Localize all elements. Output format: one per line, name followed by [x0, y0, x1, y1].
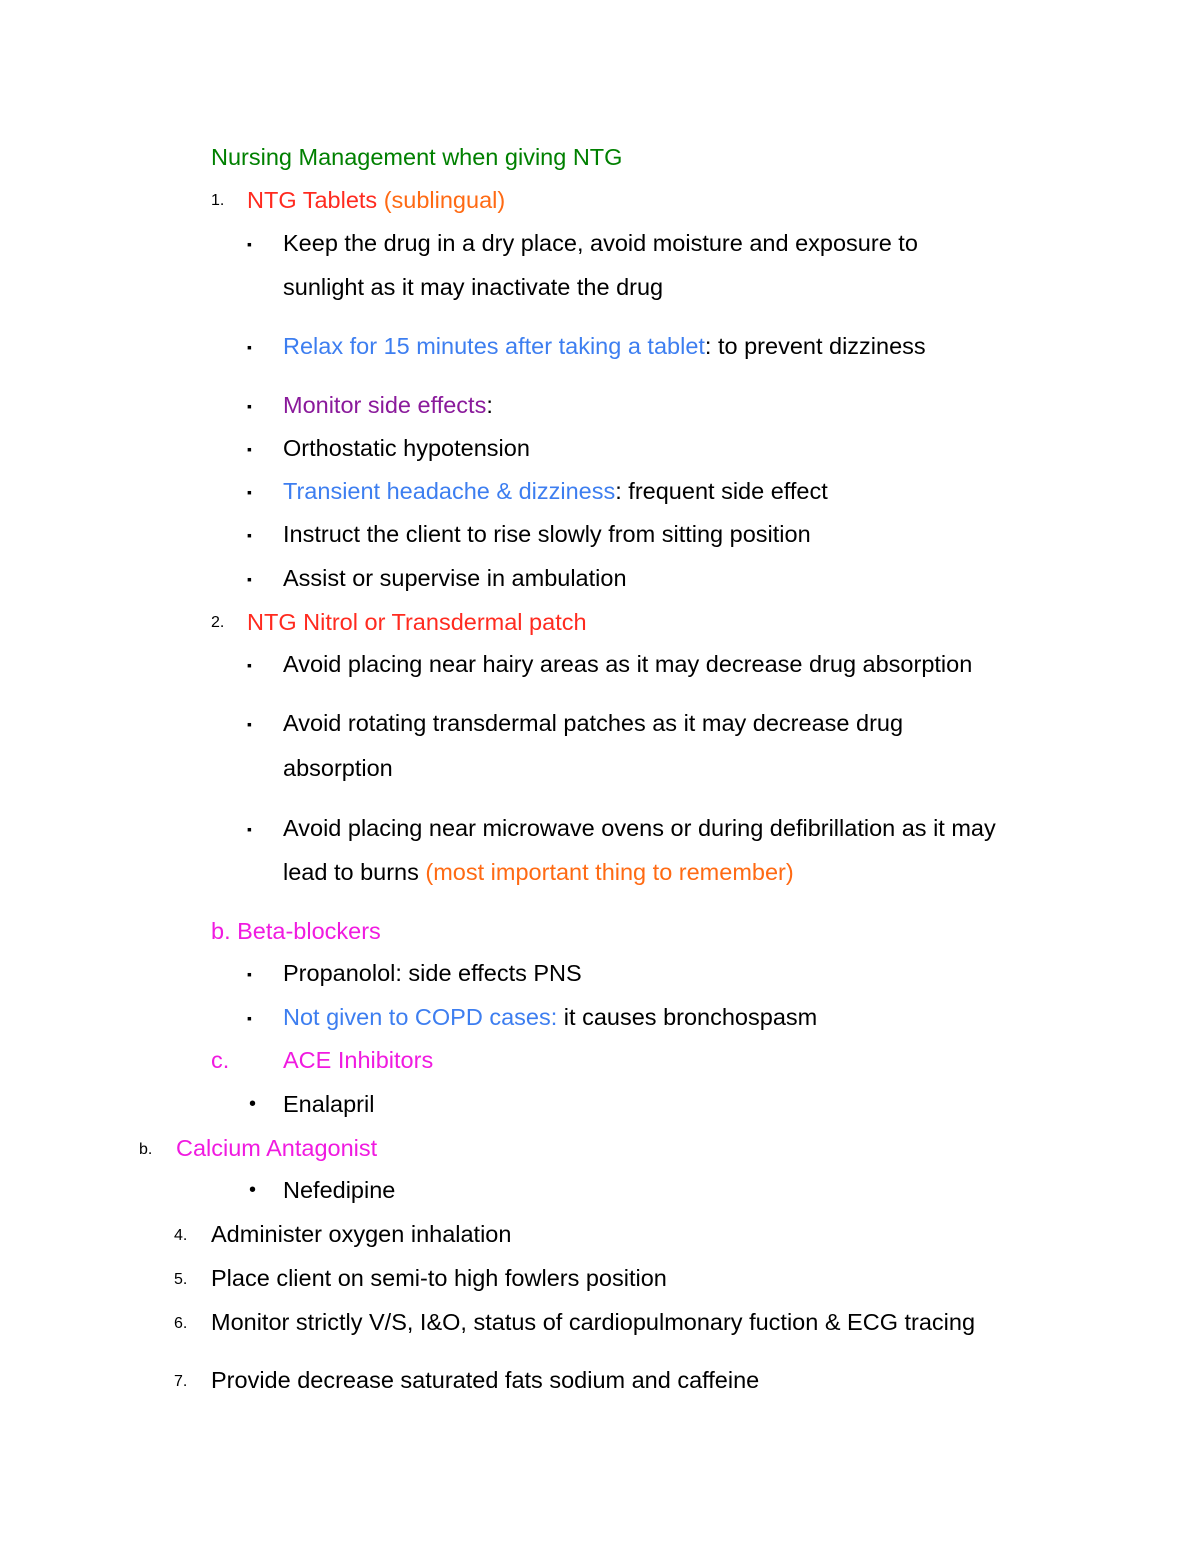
ace-marker: c. — [211, 1047, 230, 1073]
list-item — [283, 477, 828, 505]
bullet-icon: ▪ — [247, 716, 252, 732]
list-item — [283, 1003, 817, 1031]
calcium-antagonist-title: Calcium Antagonist — [176, 1135, 378, 1161]
bullet-icon: ▪ — [247, 657, 252, 673]
bullet-icon: ▪ — [247, 484, 252, 500]
bullet-icon: ▪ — [247, 398, 252, 414]
ace-inhibitors-title: ACE Inhibitors — [283, 1047, 434, 1073]
list-item: Orthostatic hypotension — [283, 435, 530, 461]
highlight-text: (most important thing to remember) — [425, 859, 794, 885]
section-1-title-suffix: (sublingual) — [383, 187, 506, 213]
bullet-icon: ▪ — [247, 236, 252, 252]
section-2-title: NTG Nitrol or Transdermal patch — [247, 609, 587, 635]
list-item: Propanolol: side effects PNS — [283, 960, 582, 986]
list-item: Avoid placing near hairy areas as it may decrease drug absorption — [283, 651, 973, 677]
list-item: Assist or supervise in ambulation — [283, 565, 627, 591]
list-item — [283, 332, 926, 360]
bullet-icon: ▪ — [247, 527, 252, 543]
list-marker-1: 1. — [211, 192, 225, 209]
bullet-icon: ▪ — [247, 966, 252, 982]
list-item-4: Administer oxygen inhalation — [211, 1221, 512, 1247]
section-1-title — [247, 186, 505, 214]
page-heading: Nursing Management when giving NTG — [211, 144, 623, 170]
item-text: : frequent side effect — [615, 478, 828, 504]
item-text: lead to burns — [283, 859, 419, 885]
highlight-text: Transient headache & dizziness — [283, 478, 616, 504]
list-item: Avoid placing near microwave ovens or during defibrillation as it may — [283, 815, 996, 841]
list-item-continuation — [283, 858, 794, 886]
bullet-icon: ▪ — [247, 821, 252, 837]
list-marker-6: 6. — [174, 1315, 188, 1332]
list-item: Nefedipine — [283, 1177, 396, 1203]
bullet-icon: ▪ — [247, 1010, 252, 1026]
item-text: it causes bronchospasm — [557, 1004, 818, 1030]
list-item — [283, 391, 493, 419]
beta-blockers-title: b. Beta-blockers — [211, 918, 381, 944]
bullet-icon: ▪ — [247, 441, 252, 457]
list-item: Keep the drug in a dry place, avoid moisture and exposure to — [283, 230, 918, 256]
list-marker-4: 4. — [174, 1227, 188, 1244]
bullet-icon: ▪ — [247, 339, 252, 355]
section-1-title-text: NTG Tablets — [247, 187, 378, 213]
highlight-text: Relax for 15 minutes after taking a tablet — [283, 333, 705, 359]
list-item: Avoid rotating transdermal patches as it may decrease drug — [283, 710, 904, 736]
list-item-6: Monitor strictly V/S, I&O, status of cardiopulmonary fuction & ECG tracing — [211, 1309, 976, 1335]
list-item-continuation: sunlight as it may inactivate the drug — [283, 274, 664, 300]
list-item-5: Place client on semi-to high fowlers position — [211, 1265, 667, 1291]
bullet-icon: • — [249, 1093, 257, 1115]
bullet-icon: ▪ — [247, 571, 252, 587]
list-marker-5: 5. — [174, 1271, 188, 1288]
list-marker-2: 2. — [211, 614, 225, 631]
list-item: Instruct the client to rise slowly from sitting position — [283, 521, 811, 547]
list-item-continuation: absorption — [283, 755, 393, 781]
highlight-text: Monitor side effects — [283, 392, 487, 418]
item-text: : to prevent dizziness — [704, 333, 926, 359]
item-text: : — [486, 392, 493, 418]
bullet-icon: • — [249, 1179, 257, 1201]
calcium-marker: b. — [139, 1141, 153, 1158]
highlight-text: Not given to COPD cases: — [283, 1004, 558, 1030]
list-item: Enalapril — [283, 1091, 375, 1117]
list-marker-7: 7. — [174, 1373, 188, 1390]
list-item-7: Provide decrease saturated fats sodium and caffeine — [211, 1367, 760, 1393]
